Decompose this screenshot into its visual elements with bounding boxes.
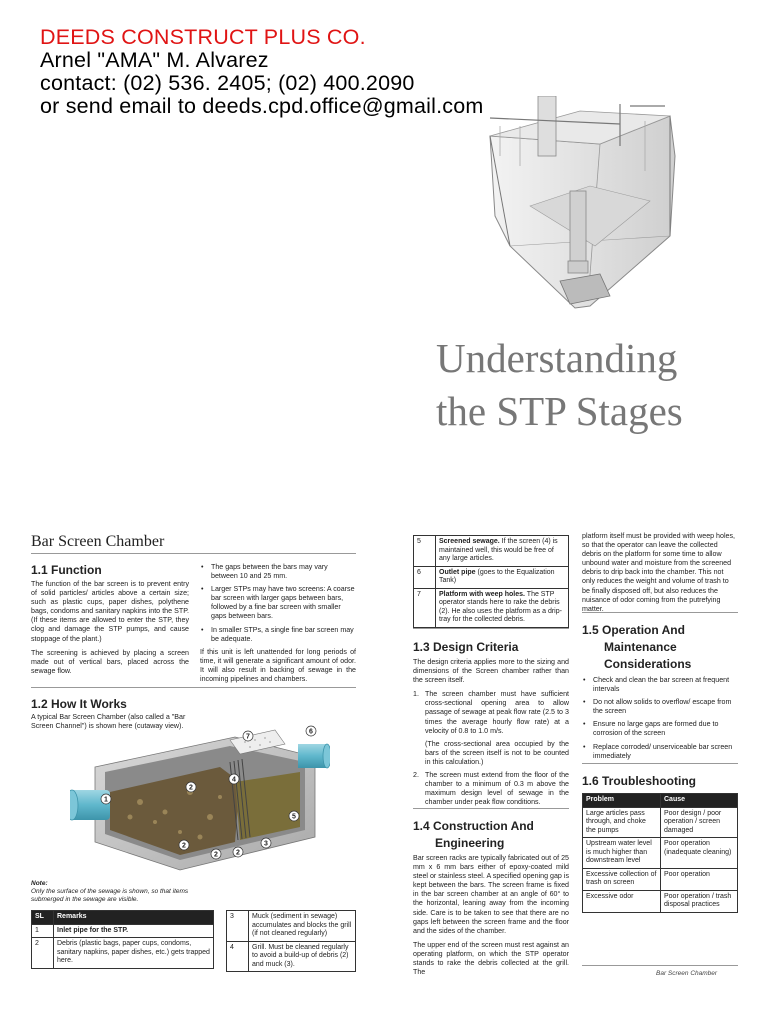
bullet-text: Replace corroded/ unserviceable bar screen immediately: [593, 742, 733, 760]
troubleshooting-table: [582, 793, 738, 913]
table-cell: Inlet pipe for the STP.: [54, 924, 214, 938]
operation-heading-line-3: Considerations: [604, 657, 692, 671]
title-line-1: Understanding: [436, 335, 678, 381]
term: Outlet pipe: [439, 568, 476, 576]
diagram-label: 2: [182, 842, 186, 850]
legend-table-left: [31, 910, 214, 969]
table-row: [583, 868, 738, 890]
table-cell: Muck (sediment in sewage) accumulates and blocks the grill (if not cleaned regularly): [249, 911, 356, 942]
table-cell: 2: [32, 938, 54, 969]
table-cell: 3: [227, 911, 249, 942]
legend-table-right: [226, 910, 356, 972]
platform-continued-text: platform itself must be provided with weep holes, so that the operator can leave the collected debris on the platform for some time to allow unbound water and moisture from the screened debris to drip back into the chamber. This not only reduces the weight and volume of trash to be finally disposed off, but also reduces the nuisance of odor coming from the putrefying matter.: [582, 532, 735, 613]
note-label: Note:: [31, 880, 48, 887]
troubleshooting-heading: 1.6 Troubleshooting: [582, 774, 697, 788]
function-paragraph-2: The screening is achieved by placing a screen made out of vertical bars, placed across the sewage flow.: [31, 648, 189, 675]
operation-bullet: [582, 676, 738, 694]
table-row: [583, 890, 738, 912]
table-cell: [436, 566, 569, 588]
bullet-text: The gaps between the bars may vary between 10 and 25 mm.: [211, 563, 328, 581]
table-header: Problem: [583, 794, 661, 808]
design-note-text: (The cross-sectional area occupied by the bars of the screen itself is not to be counted in this calculation.): [425, 739, 569, 766]
table-header: Remarks: [54, 911, 214, 925]
design-item: 2. The screen must extend from the floor of the chamber to a minimum of 0.3 m above the maximum design level of sewage in the chamber under peak flow conditions.: [413, 771, 569, 807]
function-text: [31, 580, 189, 681]
table-row: [414, 536, 569, 567]
treatment-tank-illustration: [470, 96, 700, 316]
how-it-works-text: A typical Bar Screen Chamber (also called a "Bar Screen Channel") is shown here (cutaway view).: [31, 713, 186, 731]
operation-bullets: [582, 676, 738, 765]
footer-divider: [582, 965, 738, 966]
table-row: [414, 566, 569, 588]
design-item: 1. The screen chamber must have sufficient cross-sectional opening area to allow passage of sewage at peak flow rate (2.5 to 3 times the average hourly flow rate) at a velocity of 0.8 to 1.0 m/s.: [413, 690, 569, 735]
term: Screened sewage.: [439, 538, 500, 545]
construction-text: [413, 854, 569, 982]
how-it-works-heading: 1.2 How It Works: [31, 697, 127, 711]
divider: [413, 808, 569, 809]
contact-header: [40, 26, 484, 118]
operation-heading: [582, 622, 691, 673]
description: The STP operator stands here to rake the debris (2). He also uses the platform as a drip-tray for the collected debris.: [439, 590, 562, 623]
diagram-label: 6: [309, 728, 313, 736]
diagram-label: 5: [292, 813, 296, 821]
table-cell: 1: [32, 924, 54, 938]
construction-paragraph-1: Bar screen racks are typically fabricated out of 25 mm x 6 mm bars either of epoxy-coated mild steel or stainless steel. A specified opening gap is kept between the bars. The screen frame is fixed in the bar screen chamber at an angle of 60° to the horizontal, leaning away from the incoming side. Care is to be taken to see that there are no gaps left between the screen frame and the floor and the sides of the chamber.: [413, 854, 569, 935]
function-paragraph-1: The function of the bar screen is to prevent entry of solid particles/ articles above a certain size; such as plastic cups, paper dishes, polythene bags, condoms and sanitary napkins into the STP. (If these items are allowed to enter the STP, they clog and damage the STP pumps, and cause stoppage of the plant.): [31, 580, 189, 643]
bullet-text: Ensure no large gaps are formed due to corrosion of the screen: [593, 720, 719, 738]
construction-heading-line-1: 1.4 Construction And: [413, 819, 534, 833]
construction-paragraph-2: The upper end of the screen must rest against an operating platform, on which the STP operator stands to rake the debris collected at the grill. The: [413, 940, 569, 977]
page-title: [436, 332, 683, 438]
term: Platform with weep holes.: [439, 590, 525, 598]
operation-bullet: [582, 698, 738, 716]
page-footer: Bar Screen Chamber: [656, 970, 718, 977]
divider: [582, 612, 738, 613]
diagram-note: [31, 880, 191, 904]
divider: [31, 687, 356, 688]
function-heading: 1.1 Function: [31, 563, 102, 577]
contact-phones: contact: (02) 536. 2405; (02) 400.2090: [40, 71, 415, 95]
title-line-2: the STP Stages: [436, 388, 683, 434]
design-paragraph: The design criteria applies more to the sizing and dimensions of the Screen chamber rather than the screen itself.: [413, 658, 569, 685]
table-cell: Excessive collection of trash on screen: [583, 868, 661, 890]
table-header: Cause: [661, 794, 738, 808]
table-cell: Poor operation (inadequate cleaning): [661, 838, 738, 869]
table-cell: Excessive odor: [583, 890, 661, 912]
operation-heading-line-1: 1.5 Operation And: [582, 623, 685, 637]
table-cell: Poor operation: [661, 868, 738, 890]
table-cell: Grill. Must be cleaned regularly to avoid a build-up of debris (2) and muck (3).: [249, 941, 356, 972]
table-cell: Upstream water level is much higher than downstream level: [583, 838, 661, 869]
bullet-text: Do not allow solids to overflow/ escape from the screen: [593, 698, 732, 716]
table-row: [414, 588, 569, 627]
bullet-text: Larger STPs may have two screens: A coarse bar screen with larger gaps between bars, followed by a fine bar screen with smaller gaps between bars.: [211, 585, 355, 621]
table-cell: 6: [414, 566, 436, 588]
description: (goes to the Equalization Tank): [439, 568, 555, 584]
table-row: [32, 924, 214, 938]
table-cell: [436, 588, 569, 627]
contact-email: or send email to deeds.cpd.office@gmail.com: [40, 94, 484, 118]
diagram-label: 2: [236, 849, 240, 857]
operation-bullet: [582, 720, 738, 738]
note-text: Only the surface of the sewage is shown, so that items submerged in the sewage are visible.: [31, 888, 189, 903]
diagram-label: 2: [214, 851, 218, 859]
table-row: [583, 838, 738, 869]
section-heading-bar-screen: Bar Screen Chamber: [31, 533, 165, 550]
design-item-text: The screen must extend from the floor of the chamber to a minimum of 0.3 m above the maximum design level of sewage in the chamber under peak flow conditions.: [425, 771, 569, 807]
design-criteria-text: [413, 658, 569, 811]
table-row: [32, 938, 214, 969]
diagram-label: 4: [232, 776, 236, 784]
operation-bullet: [582, 743, 738, 761]
bullet-single-screen: [200, 626, 356, 644]
legend-table-middle: [413, 535, 569, 628]
table-cell: [436, 536, 569, 567]
diagram-label: 7: [246, 733, 250, 741]
table-cell: 7: [414, 588, 436, 627]
bullet-text: Check and clean the bar screen at frequent intervals: [593, 676, 730, 694]
table-cell: 4: [227, 941, 249, 972]
table-cell: Debris (plastic bags, paper cups, condoms, sanitary napkins, paper dishes, etc.) gets trapped here.: [54, 938, 214, 969]
bullet-text: In smaller STPs, a single fine bar screen may be adequate.: [211, 625, 354, 643]
function-bullets: [200, 563, 356, 689]
contact-person: Arnel "AMA" M. Alvarez: [40, 48, 269, 72]
diagram-label: 3: [264, 840, 268, 848]
table-row: [583, 807, 738, 838]
design-note: [413, 740, 569, 767]
table-cell: Large articles pass through, and choke the pumps: [583, 807, 661, 838]
bar-screen-chamber-diagram: [70, 722, 330, 874]
table-row: [227, 911, 356, 942]
table-header: SL: [32, 911, 54, 925]
table-row: [227, 941, 356, 972]
diagram-label: 2: [189, 784, 193, 792]
bullet-two-screens: [200, 585, 356, 621]
divider: [582, 763, 738, 764]
divider: [413, 628, 569, 629]
diagram-label: 1: [104, 796, 108, 804]
construction-heading-line-2: Engineering: [435, 836, 505, 850]
function-paragraph-3: If this unit is left unattended for long periods of time, it will generate a significant amount of odor. It will also result in backing of sewage in the incoming pipelines and chambers.: [200, 647, 356, 684]
table-cell: Poor operation / trash disposal practices: [661, 890, 738, 912]
divider: [31, 553, 356, 554]
bullet-gap: [200, 563, 356, 581]
design-item-text: The screen chamber must have sufficient cross-sectional opening area to allow passage of sewage at peak flow rate (2.5 to 3 times the average hourly flow rate) at a velocity of 0.8 to 1.0 m/s.: [425, 690, 569, 735]
table-cell: Poor design / poor operation / screen damaged: [661, 807, 738, 838]
company-name: DEEDS CONSTRUCT PLUS CO.: [40, 25, 366, 49]
design-criteria-heading: 1.3 Design Criteria: [413, 640, 519, 654]
construction-heading: [413, 818, 534, 852]
description: If the screen (4) is maintained well, this would be free of any large articles.: [439, 538, 558, 562]
table-cell: 5: [414, 536, 436, 567]
operation-heading-line-2: Maintenance: [604, 640, 677, 654]
